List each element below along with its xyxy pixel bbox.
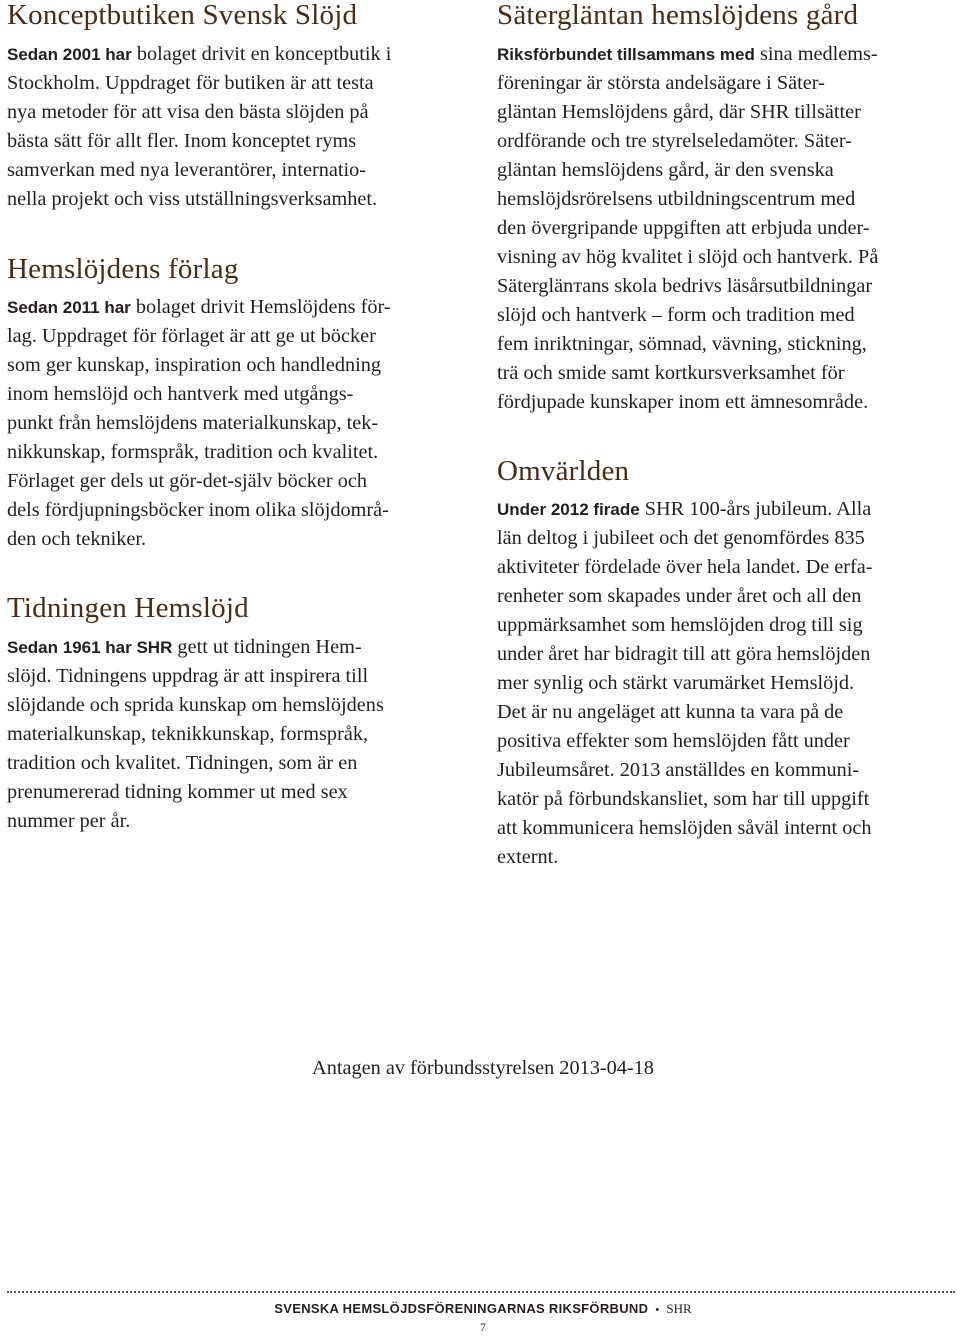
text-line: nya metoder för att visa den bästa slöjden på	[7, 101, 369, 123]
text-line: som ger kunskap, inspiration och handledning	[7, 354, 382, 376]
text-line: fördjupade kunskaper inom ett ämnesområde.	[497, 391, 869, 413]
lead-in: Sedan 1961 har SHR	[7, 638, 173, 657]
text-line: Under 2012 firade SHR 100-års jubileum. Alla	[497, 498, 872, 520]
text-line: Säterglänтans skola bedrivs läsårsutbildningar	[497, 275, 873, 297]
text-line: hemslöjdsrörelsens utbildningscentrum med	[497, 188, 856, 210]
text-line: samverkan med nya leverantörer, internatio-	[7, 159, 367, 181]
text-line: gläntan Hemslöjdens gård, där SHR tillsätter	[497, 101, 861, 123]
text-line: Förlaget ger dels ut gör-det-själv böcker och	[7, 470, 368, 492]
adopted-note: Antagen av förbundsstyrelsen 2013-04-18	[312, 1057, 654, 1079]
text-line: ordförande och tre styrelseledamöter. Säter-	[497, 130, 852, 152]
text-line: externt.	[497, 846, 559, 868]
lead-in: Sedan 2011 har	[7, 298, 131, 317]
text-line: positiva effekter som hemslöjden fått under	[497, 730, 850, 752]
text-line: fem inriktningar, sömnad, vävning, stickning,	[497, 333, 867, 355]
lead-in: Riksförbundet tillsammans med	[497, 45, 755, 64]
text-line: slöjdande och sprida kunskap om hemslöjdens	[7, 694, 384, 716]
text-line: den övergripande uppgiften att erbjuda under-	[497, 217, 870, 239]
section-body	[497, 495, 957, 872]
text-line: trä och smide samt kortkursverksamhet för	[497, 362, 845, 384]
text-line: Sedan 2001 har bolaget drivit en konceptbutik i	[7, 43, 392, 65]
text-line: inom hemslöjd och hantverk med utgångs-	[7, 383, 354, 405]
text-line: den och tekniker.	[7, 528, 147, 550]
text-line: gläntan hemslöjdens gård, är den svenska	[497, 159, 834, 181]
text-line: visning av hög kvalitet i slöjd och hantverk. På	[497, 246, 879, 268]
text-line: att kommunicera hemslöjden såväl internt och	[497, 817, 872, 839]
text-line: renheter som skapades under året och all den	[497, 585, 862, 607]
text-line: bästa sätt för allt fler. Inom konceptet ryms	[7, 130, 357, 152]
text-line: nikkunskap, formspråk, tradition och kvalitet.	[7, 441, 379, 463]
page-number: 7	[480, 1320, 486, 1334]
text-line: mer synlig och stärkt varumärket Hemslöjd.	[497, 672, 855, 694]
text-line: nella projekt och viss utställningsverksamhet.	[7, 188, 378, 210]
footer-divider	[7, 1291, 955, 1293]
text-line: uppmärksamhet som hemslöjden drog till sig	[497, 614, 863, 636]
text-line: föreningar är största andelsägare i Säter-	[497, 72, 825, 94]
lead-in: Sedan 2001 har	[7, 45, 132, 64]
footer-organization	[0, 1301, 960, 1317]
text-line: punkt från hemslöjdens materialkunskap, tek-	[7, 412, 379, 434]
text-line: Sedan 2011 har bolaget drivit Hemslöjdens för-	[7, 296, 391, 318]
text-line: Det är nu angeläget att kunna ta vara på de	[497, 701, 844, 723]
section-heading: Tidningen Hemslöjd	[7, 592, 249, 624]
section-heading: Sätergläntan hemslöjdens gård	[497, 0, 859, 31]
text-line: dels fördjupningsböcker inom olika slöjdområ-	[7, 499, 389, 521]
text-line: lag. Uppdraget för förlaget är att ge ut böcker	[7, 325, 376, 347]
text-line: nummer per år.	[7, 810, 131, 832]
text-line: under året har bidragit till att göra hemslöjden	[497, 643, 871, 665]
section-body	[497, 40, 957, 417]
bullet-icon: •	[655, 1304, 660, 1316]
text-line: prenumererad tidning kommer ut med sex	[7, 781, 348, 803]
text-line: Sedan 1961 har SHR gett ut tidningen Hem-	[7, 636, 362, 658]
text-line: slöjd. Tidningens uppdrag är att inspirera till	[7, 665, 369, 687]
text-line: tradition och kvalitet. Tidningen, som är en	[7, 752, 358, 774]
text-line: slöjd och hantverk – form och tradition med	[497, 304, 855, 326]
section-body	[7, 293, 467, 554]
text-line: län deltog i jubileet och det genomfördes 835	[497, 527, 865, 549]
section-heading: Omvärlden	[497, 455, 630, 487]
section-body	[7, 633, 467, 836]
section-heading: Hemslöjdens förlag	[7, 253, 239, 285]
text-line: materialkunskap, teknikkunskap, formspråk,	[7, 723, 369, 745]
section-heading: Konceptbutiken Svensk Slöjd	[7, 0, 358, 31]
text-line: Riksförbundet tillsammans med sina medlems-	[497, 43, 878, 65]
section-body	[7, 40, 467, 214]
text-line: Stockholm. Uppdraget för butiken är att testa	[7, 72, 374, 94]
footer-org-name: SVENSKA HEMSLÖJDSFÖRENINGARNAS RIKSFÖRBUND	[274, 1301, 649, 1316]
text-line: aktiviteter fördelade över hela landet. De erfa-	[497, 556, 873, 578]
footer-org-abbr: SHR	[666, 1301, 692, 1316]
text-line: Jubileumsåret. 2013 anställdes en kommuni-	[497, 759, 860, 781]
lead-in: Under 2012 firade	[497, 500, 640, 519]
text-line: katör på förbundskansliet, som har till uppgift	[497, 788, 870, 810]
